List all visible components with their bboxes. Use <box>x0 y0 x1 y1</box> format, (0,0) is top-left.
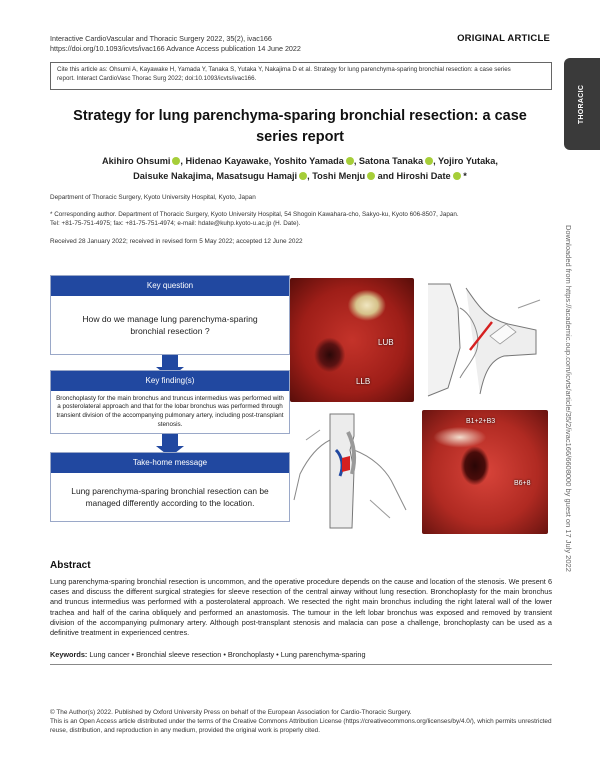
keywords <box>50 650 366 659</box>
keywords-text: Lung cancer • Bronchial sleeve resection • Bronchoplasty • Lung parenchyma-sparing <box>89 650 366 659</box>
divider <box>50 664 552 665</box>
correspondence-line-1: * Corresponding author. Department of Thoracic Surgery, Kyoto University Hospital, 54 Shogoin Kawahara-cho, Sakyo-ku, Kyoto 606-8507, Japan. <box>50 211 459 218</box>
airway-diagram-lower <box>290 410 415 535</box>
correspondence-line-2: Tel: +81-75-751-4975; fax: +81-75-751-4974; e-mail: hdate@kuhp.kyoto-u.ac.jp (H. Date). <box>50 220 301 227</box>
key-question-box <box>50 275 290 355</box>
key-finding-text: Bronchoplasty for the main bronchus and truncus intermedius was performed with a posterolateral approach and that for the lobar bronchus was performed through transient division of the accompanying pulmonary artery, including post-transplant stenosis. <box>56 394 284 428</box>
citation-line-2: report. Interact CardioVasc Thorac Surg 2022; doi:10.1093/icvts/ivac166. <box>57 74 257 82</box>
key-question-text: How do we manage lung parenchyma-sparing bronchial resection ? <box>82 314 258 336</box>
abstract-heading: Abstract <box>50 560 91 571</box>
take-home-text: Lung parenchyma-sparing bronchial resection can be managed differently according to the location. <box>71 486 269 508</box>
key-question-title: Key question <box>51 276 289 296</box>
orcid-icon[interactable] <box>299 172 307 180</box>
title-line-1: Strategy for lung parenchyma-sparing bronchial resection: a case <box>73 108 527 124</box>
journal-header <box>50 34 301 54</box>
orcid-icon[interactable] <box>346 157 354 165</box>
journal-line: Interactive CardioVascular and Thoracic Surgery 2022, 35(2), ivac166 <box>50 34 272 43</box>
corresponding-mark: * <box>460 171 467 181</box>
side-tab-label: THORACIC <box>578 84 586 124</box>
flow-arrow-icon <box>162 355 178 367</box>
section-side-tab <box>564 58 600 150</box>
license-line: This is an Open Access article distributed under the terms of the Creative Commons Attribution License (https://creativecommons.org/licenses/by/4.0/), which permits unrestricted reuse, distribution, and reproduction in any medium, provided the original work is properly cited. <box>50 717 552 734</box>
download-watermark: Downloaded from https://academic.oup.com/icvts/article/35/2/ivac166/6608000 by guest on 17 July 2022 <box>564 225 573 572</box>
take-home-title: Take-home message <box>51 453 289 473</box>
citation-line-1: Cite this article as: Ohsumi A, Kayawake H, Yamada Y, Tanaka S, Yutaka Y, Nakajima D et al. Strategy for lung parenchyma-sparing bronchial resection: a case series <box>57 66 511 73</box>
airway-diagram-upper <box>420 278 548 402</box>
copyright-footer <box>50 709 552 735</box>
correspondence <box>50 210 550 228</box>
abstract-text: Lung parenchyma-sparing bronchial resection is uncommon, and the operative procedure depends on the cause and location of the stenosis. We present 6 cases and discuss the different surgical strategies for sleeve resection of the central airway without lung resection. Bronchoplasty for the main bronchus and truncus intermedius was performed with a posterolateral approach. We resected the right main bronchus including the right lateral wall of the lower trachea and half of the carina obliquely and performed an anastomosis. The tumour in the left lobar bronchus was exposed and removed by transient division of the accompanying pulmonary artery. Although post-transplant stenosis and malacia can pose a challenge, bronchoplasty can be used as a definitive treatment in experienced centres. <box>50 577 552 638</box>
article-type: ORIGINAL ARTICLE <box>457 33 550 44</box>
doi-line: https://doi.org/10.1093/icvts/ivac166 Advance Access publication 14 June 2022 <box>50 44 301 53</box>
author-list <box>60 154 540 184</box>
orcid-icon[interactable] <box>367 172 375 180</box>
received-dates: Received 28 January 2022; received in revised form 5 May 2022; accepted 12 June 2022 <box>50 238 303 245</box>
author-name: , Yojiro Yutaka, <box>433 156 498 166</box>
author-name: and Hiroshi Date <box>375 171 451 181</box>
graphical-abstract <box>50 275 550 548</box>
author-name: Daisuke Nakajima, Masatsugu Hamaji <box>133 171 298 181</box>
author-line-1 <box>60 154 540 169</box>
affiliation: Department of Thoracic Surgery, Kyoto University Hospital, Kyoto, Japan <box>50 194 256 201</box>
endoscopy-image-lower-lobe <box>422 410 548 534</box>
author-name: , Hidenao Kayawake, Yoshito Yamada <box>180 156 344 166</box>
endoscopy-image-left-bronchus <box>290 278 414 402</box>
label-llb: LLB <box>356 377 371 386</box>
keywords-label: Keywords: <box>50 650 88 659</box>
orcid-icon[interactable] <box>453 172 461 180</box>
flow-arrow-icon <box>162 434 178 446</box>
label-b1-3: B1+2+B3 <box>466 418 496 425</box>
copyright-line: © The Author(s) 2022. Published by Oxford University Press on behalf of the European Association for Cardio-Thoracic Surgery. <box>50 709 412 716</box>
citation-box <box>50 62 552 90</box>
author-name: , Toshi Menju <box>307 171 366 181</box>
article-title <box>60 106 540 148</box>
author-name: , Satona Tanaka <box>353 156 424 166</box>
label-b6-8: B6+8 <box>514 480 531 487</box>
author-name: Akihiro Ohsumi <box>102 156 171 166</box>
key-finding-box <box>50 370 290 434</box>
key-finding-title: Key finding(s) <box>51 371 289 391</box>
take-home-box <box>50 452 290 522</box>
orcid-icon[interactable] <box>425 157 433 165</box>
label-lub: LUB <box>378 338 394 347</box>
author-line-2 <box>60 169 540 184</box>
title-line-2: series report <box>256 129 344 145</box>
